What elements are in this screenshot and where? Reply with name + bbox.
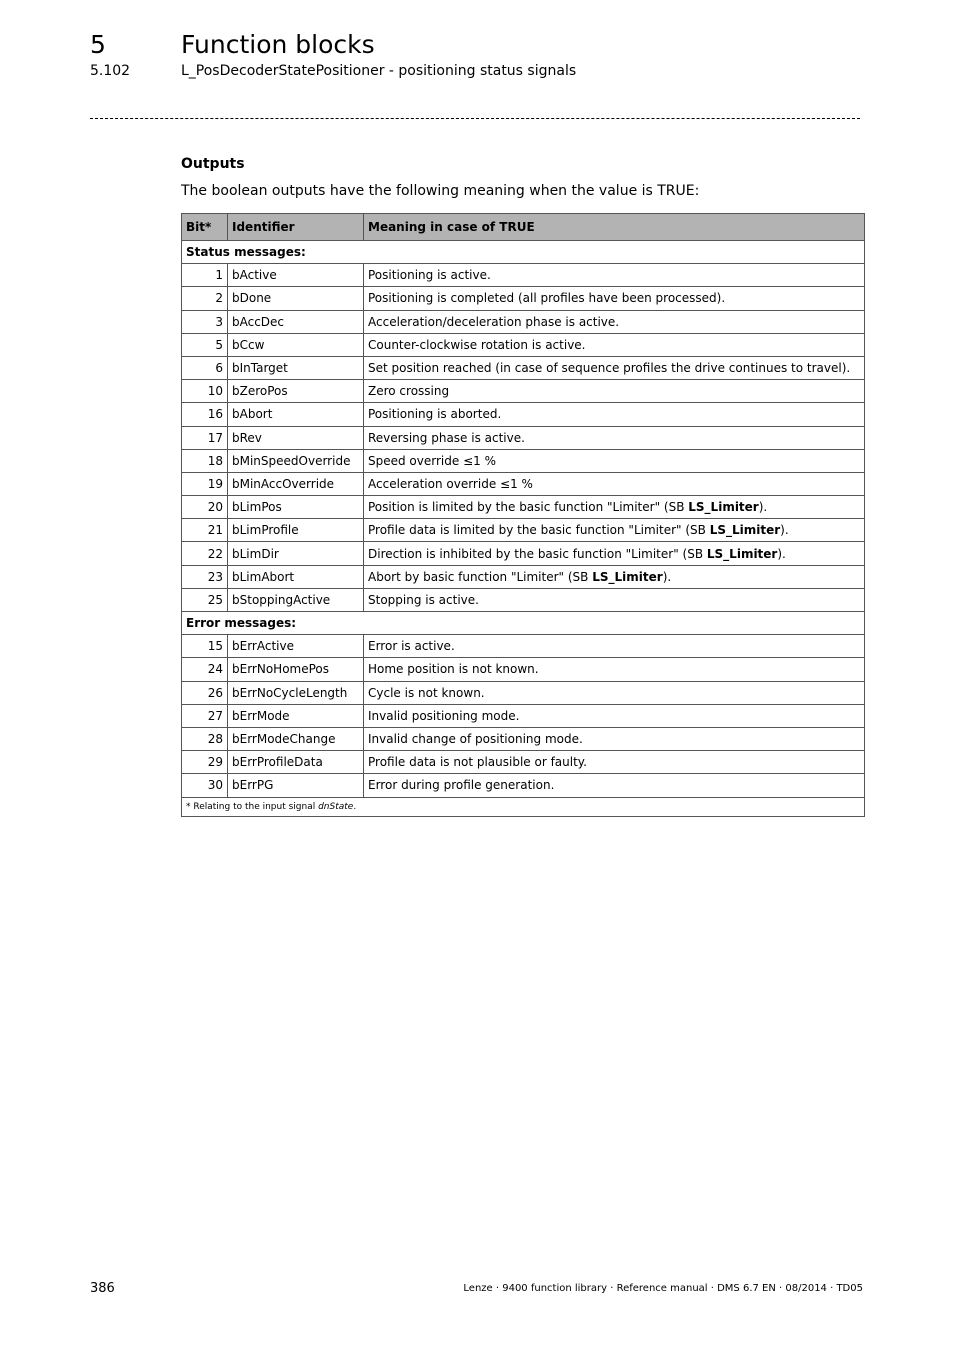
bit-cell: 27 [182, 704, 228, 727]
chapter-title: Function blocks [181, 30, 375, 59]
table-row [182, 264, 865, 287]
table-group-row [182, 241, 865, 264]
column-header-meaning: Meaning in case of TRUE [364, 214, 865, 241]
group-label: Error messages: [182, 612, 865, 635]
identifier-cell: bErrModeChange [228, 727, 364, 750]
bit-cell: 10 [182, 380, 228, 403]
meaning-cell: Reversing phase is active. [364, 426, 865, 449]
header-divider [90, 118, 860, 119]
table-row [182, 426, 865, 449]
meaning-cell: Acceleration/deceleration phase is active. [364, 310, 865, 333]
meaning-cell [364, 496, 865, 519]
meaning-cell: Profile data is not plausible or faulty. [364, 751, 865, 774]
table-header-row [182, 214, 865, 241]
identifier-cell: bLimAbort [228, 565, 364, 588]
column-header-bit: Bit* [182, 214, 228, 241]
table-row [182, 287, 865, 310]
footnote-text: * Relating to the input signal [186, 801, 319, 812]
meaning-cell [364, 542, 865, 565]
meaning-reference: LS_Limiter [709, 523, 781, 538]
identifier-cell: bRev [228, 426, 364, 449]
meaning-text-end: ). [777, 546, 786, 561]
bit-cell: 2 [182, 287, 228, 310]
footnote-signal: dnState [318, 801, 354, 812]
bit-cell: 28 [182, 727, 228, 750]
table-row [182, 542, 865, 565]
table-row [182, 472, 865, 495]
bit-cell: 1 [182, 264, 228, 287]
bit-cell: 5 [182, 333, 228, 356]
bit-cell: 26 [182, 681, 228, 704]
bit-cell: 3 [182, 310, 228, 333]
section-title: L_PosDecoderStatePositioner - positioning status signals [181, 63, 577, 79]
bit-cell: 30 [182, 774, 228, 797]
identifier-cell: bLimDir [228, 542, 364, 565]
meaning-reference: LS_Limiter [592, 569, 663, 584]
identifier-cell: bMinAccOverride [228, 472, 364, 495]
page-number: 386 [90, 1281, 115, 1296]
intro-paragraph: The boolean outputs have the following meaning when the value is TRUE: [181, 183, 700, 199]
identifier-cell: bActive [228, 264, 364, 287]
identifier-cell: bStoppingActive [228, 588, 364, 611]
section-number: 5.102 [90, 63, 131, 79]
table-footnote [182, 797, 865, 816]
meaning-text: Direction is inhibited by the basic function "Limiter" (SB [368, 546, 707, 561]
table-footnote-row [182, 797, 865, 816]
meaning-cell: Positioning is active. [364, 264, 865, 287]
meaning-cell: Invalid positioning mode. [364, 704, 865, 727]
meaning-cell: Set position reached (in case of sequence profiles the drive continues to travel). [364, 356, 865, 379]
table-row [182, 727, 865, 750]
bit-cell: 22 [182, 542, 228, 565]
footer-text: Lenze · 9400 function library · Reference manual · DMS 6.7 EN · 08/2014 · TD05 [463, 1283, 863, 1294]
table-row [182, 751, 865, 774]
bit-cell: 18 [182, 449, 228, 472]
meaning-text-end: ). [780, 523, 789, 538]
meaning-text-end: ). [662, 569, 672, 584]
table-row [182, 519, 865, 542]
outputs-heading: Outputs [181, 156, 245, 172]
table-row [182, 635, 865, 658]
outputs-table [181, 213, 865, 817]
table-row [182, 403, 865, 426]
table-row [182, 333, 865, 356]
meaning-reference: LS_Limiter [688, 500, 759, 515]
table-row [182, 588, 865, 611]
meaning-cell: Speed override ≤1 % [364, 449, 865, 472]
footnote-end: . [353, 801, 357, 812]
meaning-reference: LS_Limiter [706, 546, 778, 561]
bit-cell: 17 [182, 426, 228, 449]
meaning-cell [364, 565, 865, 588]
meaning-cell: Cycle is not known. [364, 681, 865, 704]
identifier-cell: bErrActive [228, 635, 364, 658]
bit-cell: 20 [182, 496, 228, 519]
bit-cell: 25 [182, 588, 228, 611]
bit-cell: 24 [182, 658, 228, 681]
identifier-cell: bErrPG [228, 774, 364, 797]
bit-cell: 16 [182, 403, 228, 426]
identifier-cell: bErrProfileData [228, 751, 364, 774]
meaning-text: Abort by basic function "Limiter" (SB [368, 569, 593, 584]
meaning-cell [364, 519, 865, 542]
bit-cell: 29 [182, 751, 228, 774]
bit-cell: 15 [182, 635, 228, 658]
table-row [182, 449, 865, 472]
identifier-cell: bCcw [228, 333, 364, 356]
identifier-cell: bZeroPos [228, 380, 364, 403]
bit-cell: 23 [182, 565, 228, 588]
table-row [182, 704, 865, 727]
meaning-text-end: ). [758, 500, 768, 515]
identifier-cell: bDone [228, 287, 364, 310]
meaning-cell: Stopping is active. [364, 588, 865, 611]
identifier-cell: bLimProfile [228, 519, 364, 542]
meaning-cell: Positioning is completed (all profiles have been processed). [364, 287, 865, 310]
table-row [182, 565, 865, 588]
group-label: Status messages: [182, 241, 865, 264]
identifier-cell: bLimPos [228, 496, 364, 519]
identifier-cell: bAbort [228, 403, 364, 426]
bit-cell: 19 [182, 472, 228, 495]
bit-cell: 6 [182, 356, 228, 379]
meaning-cell: Error during profile generation. [364, 774, 865, 797]
meaning-text: Position is limited by the basic function "Limiter" (SB [368, 500, 689, 515]
meaning-cell: Counter-clockwise rotation is active. [364, 333, 865, 356]
column-header-identifier: Identifier [228, 214, 364, 241]
table-row [182, 310, 865, 333]
table-row [182, 774, 865, 797]
table-row [182, 496, 865, 519]
meaning-cell: Home position is not known. [364, 658, 865, 681]
table-row [182, 356, 865, 379]
identifier-cell: bErrNoHomePos [228, 658, 364, 681]
chapter-number: 5 [90, 30, 106, 59]
meaning-text: Profile data is limited by the basic function "Limiter" (SB [368, 523, 710, 538]
table-group-row [182, 612, 865, 635]
identifier-cell: bErrMode [228, 704, 364, 727]
table-row [182, 658, 865, 681]
bit-cell: 21 [182, 519, 228, 542]
meaning-cell: Acceleration override ≤1 % [364, 472, 865, 495]
meaning-cell: Invalid change of positioning mode. [364, 727, 865, 750]
meaning-cell: Positioning is aborted. [364, 403, 865, 426]
meaning-cell: Error is active. [364, 635, 865, 658]
table-body [182, 241, 865, 817]
identifier-cell: bInTarget [228, 356, 364, 379]
identifier-cell: bMinSpeedOverride [228, 449, 364, 472]
table-row [182, 681, 865, 704]
meaning-cell: Zero crossing [364, 380, 865, 403]
table-row [182, 380, 865, 403]
identifier-cell: bAccDec [228, 310, 364, 333]
identifier-cell: bErrNoCycleLength [228, 681, 364, 704]
